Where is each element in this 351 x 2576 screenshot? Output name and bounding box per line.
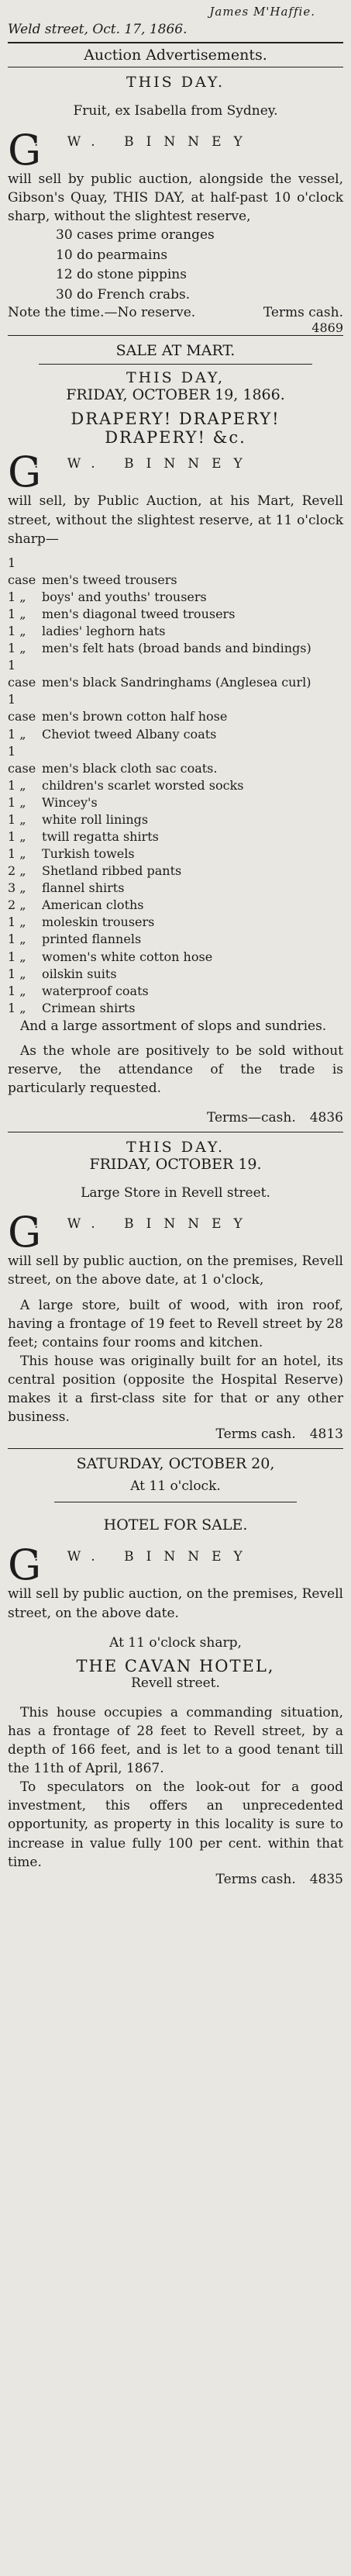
divider bbox=[39, 364, 312, 365]
lot-quantity: 1 „ bbox=[8, 777, 26, 793]
ad-terms: Terms cash. bbox=[215, 1871, 296, 1887]
lot-item bbox=[8, 914, 343, 931]
lot-description: Turkish towels bbox=[42, 846, 135, 862]
lot-quantity: 1 „ bbox=[8, 589, 26, 604]
lot-item bbox=[8, 966, 343, 983]
lot-item bbox=[8, 726, 343, 743]
ad-closing: As the whole are positively to be sold without reserve, the attendance of the trade is particularly requested. bbox=[8, 1043, 343, 1097]
lot-quantity: 2 „ bbox=[8, 863, 26, 879]
lot-description: white roll linings bbox=[42, 811, 149, 827]
ad-body: will sell by public auction, on the premises, Revell street, on the above date, at 1 o'clock, bbox=[8, 1253, 343, 1288]
lot-item bbox=[8, 777, 343, 794]
lot-item bbox=[8, 897, 343, 914]
drop-cap: G bbox=[8, 126, 42, 175]
lot-description: boys' and youths' trousers bbox=[42, 589, 207, 604]
hotel-name: THE CAVAN HOTEL, bbox=[76, 1656, 275, 1675]
lot-description: men's diagonal tweed trousers bbox=[42, 606, 236, 621]
drop-cap: G bbox=[8, 1540, 42, 1590]
lot-item bbox=[8, 931, 343, 948]
ad-description: A large store, built of wood, with iron roof, having a frontage of 19 feet to Revell street by 28 feet; contains four rooms and kitchen. bbox=[8, 1297, 343, 1350]
lot-item bbox=[8, 657, 343, 691]
auctioneer-name: . W. BINNEY bbox=[34, 456, 255, 472]
ad-date: FRIDAY, OCTOBER 19, 1866. bbox=[66, 386, 285, 404]
lot-quantity: 1 case bbox=[8, 555, 36, 587]
lot-quantity: 1 „ bbox=[8, 624, 26, 639]
lot-item bbox=[8, 983, 343, 1000]
ad-footer bbox=[8, 1426, 343, 1442]
lot-description: Shetland ribbed pants bbox=[42, 863, 182, 879]
lot-description: flannel shirts bbox=[42, 880, 125, 896]
lot-list bbox=[8, 555, 343, 1017]
lot-item bbox=[8, 811, 343, 828]
auctioneer-name: . W. BINNEY bbox=[34, 1549, 255, 1565]
lot-quantity: 1 „ bbox=[8, 811, 26, 827]
lot-quantity: 1 „ bbox=[8, 949, 26, 964]
ad-footer bbox=[8, 1110, 343, 1125]
ad-slops: And a large assortment of slops and sundries. bbox=[20, 1018, 327, 1034]
lot-quantity: 1 „ bbox=[8, 1000, 26, 1015]
lot-quantity: 1 „ bbox=[8, 846, 26, 862]
ad-number: 4836 bbox=[309, 1110, 343, 1126]
ad-description: To speculators on the look-out for a good investment, this offers an unprecedented opportunity, as property in this locality is sure to increase in value fully 100 per cent. within that time. bbox=[8, 1779, 343, 1870]
lot-quantity: 1 „ bbox=[8, 932, 26, 947]
lot-description: children's scarlet worsted socks bbox=[42, 777, 244, 793]
ad-heading: THIS DAY. bbox=[126, 74, 225, 91]
advertisement-hotel bbox=[8, 1449, 343, 1886]
lot-description: men's black Sandringhams (Anglesea curl) bbox=[42, 675, 311, 690]
ad-terms: Terms cash. bbox=[263, 305, 343, 321]
lot-description: waterproof coats bbox=[42, 983, 149, 998]
lot-quantity: 1 „ bbox=[8, 983, 26, 998]
lot-description: men's felt hats (broad bands and bindings) bbox=[42, 641, 311, 656]
lot-quantity: 1 „ bbox=[8, 915, 26, 930]
lot-description: twill regatta shirts bbox=[42, 829, 159, 844]
advertisement-fruit bbox=[8, 67, 343, 335]
lot-description: men's brown cotton half hose bbox=[42, 709, 228, 724]
signature: James M'Haffie. bbox=[209, 5, 315, 19]
lot-item bbox=[8, 1000, 343, 1017]
hotel-street: Revell street. bbox=[131, 1675, 220, 1691]
ad-time: At 11 o'clock. bbox=[130, 1478, 221, 1495]
lot-description: men's black cloth sac coats. bbox=[42, 760, 218, 776]
lot-quantity: 1 „ bbox=[8, 606, 26, 621]
ad-intro: Large Store in Revell street. bbox=[81, 1185, 270, 1202]
advertisement-store bbox=[8, 1132, 343, 1448]
ad-date: FRIDAY, OCTOBER 19. bbox=[89, 1156, 262, 1174]
drop-cap: G bbox=[8, 1208, 42, 1257]
lot-item bbox=[8, 743, 343, 777]
ad-banner: DRAPERY! DRAPERY! bbox=[71, 410, 280, 429]
ad-time: At 11 o'clock sharp, bbox=[109, 1634, 242, 1651]
lot-quantity: 1 case bbox=[8, 658, 36, 690]
lot-quantity: 3 „ bbox=[8, 880, 26, 896]
lot-item bbox=[8, 949, 343, 966]
lot-description: printed flannels bbox=[42, 932, 142, 947]
lot-quantity: 1 „ bbox=[8, 966, 26, 981]
lot-item bbox=[8, 880, 343, 897]
ad-banner: DRAPERY! &c. bbox=[105, 428, 246, 448]
ad-body: will sell by public auction, alongside the vessel, Gibson's Quay, THIS DAY, at half-past 10 o'clock sharp, without the slightest reserve, bbox=[8, 171, 343, 225]
auctioneer-lead bbox=[8, 1540, 343, 1590]
advertisement-drapery bbox=[8, 336, 343, 1132]
auctioneer-name: . W. BINNEY bbox=[34, 134, 255, 150]
lot-description: American cloths bbox=[42, 897, 144, 913]
lot-item bbox=[8, 606, 343, 623]
ad-number: 4813 bbox=[309, 1426, 343, 1443]
lot-item bbox=[8, 794, 343, 811]
ad-number: 4869 bbox=[311, 320, 343, 336]
ad-body: will sell, by Public Auction, at his Mart, Revell street, without the slightest reserve, at 11 o'clock sharp— bbox=[8, 493, 343, 547]
lot-description: men's tweed trousers bbox=[42, 572, 177, 587]
lot-item: 30 do French crabs. bbox=[56, 286, 191, 303]
lot-quantity: 1 case bbox=[8, 692, 36, 724]
ad-description: This house was originally built for an hotel, its central position (opposite the Hospital Reserve) makes it a first-class site for that or any other business. bbox=[8, 1353, 343, 1426]
lot-description: Crimean shirts bbox=[42, 1000, 136, 1015]
ad-title: HOTEL FOR SALE. bbox=[103, 1516, 248, 1534]
lot-item bbox=[8, 863, 343, 880]
ad-terms: Terms cash. bbox=[215, 1426, 296, 1443]
drop-cap: G bbox=[8, 448, 42, 497]
lot-description: women's white cotton hose bbox=[42, 949, 213, 964]
lot-quantity: 2 „ bbox=[8, 897, 26, 913]
lot-quantity: 1 „ bbox=[8, 641, 26, 656]
ad-number: 4835 bbox=[309, 1871, 343, 1887]
lot-item bbox=[8, 828, 343, 845]
ad-note: Note the time.—No reserve. bbox=[8, 305, 196, 321]
ad-date: SATURDAY, OCTOBER 20, bbox=[76, 1455, 275, 1473]
lot-quantity: 1 „ bbox=[8, 726, 26, 742]
section-title: Auction Advertisements. bbox=[84, 47, 267, 64]
lot-item bbox=[8, 623, 343, 640]
ad-terms: Terms—cash. bbox=[206, 1110, 296, 1126]
ad-intro: Fruit, ex Isabella from Sydney. bbox=[73, 103, 278, 119]
lot-item bbox=[8, 640, 343, 657]
ad-footer bbox=[8, 1872, 343, 1887]
lot-description: Cheviot tweed Albany coats bbox=[42, 726, 217, 742]
lot-quantity: 1 „ bbox=[8, 794, 26, 810]
ad-heading: THIS DAY, bbox=[126, 369, 225, 387]
lot-description: oilskin suits bbox=[42, 966, 117, 981]
auctioneer-name: . W. BINNEY bbox=[34, 1216, 255, 1233]
ad-heading: THIS DAY. bbox=[126, 1139, 225, 1157]
auctioneer-lead bbox=[8, 126, 343, 175]
ad-description: This house occupies a commanding situation, has a frontage of 28 feet to Revell street, by a depth of 166 feet, and is let to a good tenant till the 11th of April, 1867. bbox=[8, 1704, 343, 1777]
lot-description: Wincey's bbox=[42, 794, 98, 810]
lot-item: 30 cases prime oranges bbox=[56, 227, 215, 244]
lot-item: 12 do stone pippins bbox=[56, 267, 187, 283]
ad-footer bbox=[8, 305, 343, 320]
ad-body: will sell by public auction, on the premises, Revell street, on the above date. bbox=[8, 1586, 343, 1621]
auctioneer-lead bbox=[8, 1208, 343, 1257]
lot-item bbox=[8, 691, 343, 725]
dateline: Weld street, Oct. 17, 1866. bbox=[8, 22, 188, 37]
auctioneer-lead bbox=[8, 448, 343, 497]
lot-item bbox=[8, 589, 343, 606]
ad-top: SALE AT MART. bbox=[115, 342, 236, 360]
lot-description: moleskin trousers bbox=[42, 915, 155, 930]
lot-quantity: 1 case bbox=[8, 743, 36, 776]
lot-description: ladies' leghorn hats bbox=[42, 624, 166, 639]
lot-quantity: 1 „ bbox=[8, 829, 26, 844]
lot-item bbox=[8, 845, 343, 863]
lot-item bbox=[8, 555, 343, 589]
lot-item: 10 do pearmains bbox=[56, 247, 168, 263]
